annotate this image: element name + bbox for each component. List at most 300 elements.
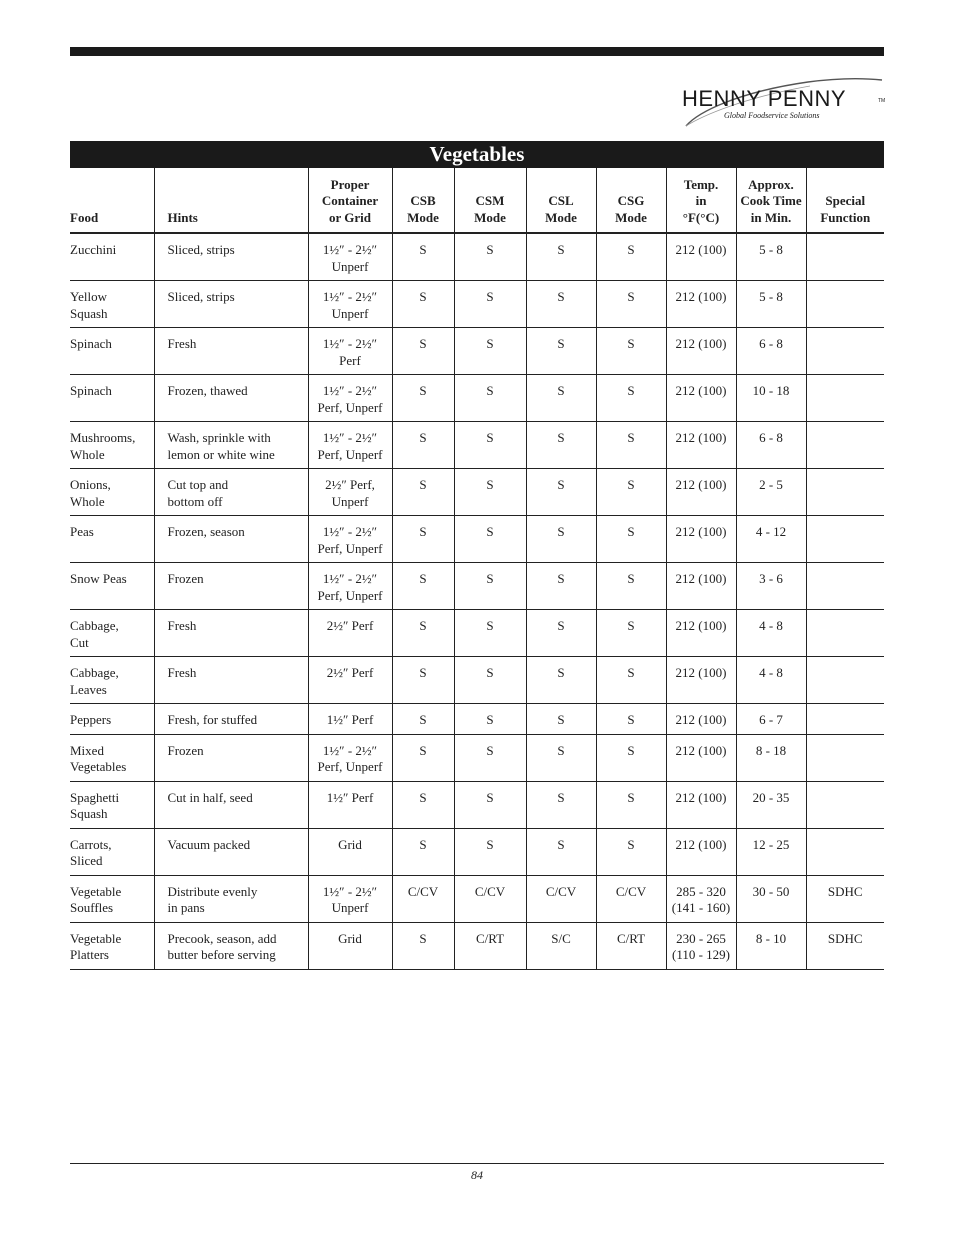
table-cell	[806, 375, 884, 422]
table-cell	[526, 422, 596, 469]
table-cell	[70, 781, 154, 828]
table-cell	[806, 563, 884, 610]
table-cell	[526, 469, 596, 516]
table-cell	[736, 922, 806, 969]
table-cell-text: Vegetable Platters	[70, 930, 122, 962]
table-cell	[308, 657, 392, 704]
table-cell-text: S	[486, 477, 494, 492]
table-cell-text: 4 - 8	[759, 665, 783, 680]
table-cell-text: 212 (100)	[675, 789, 727, 805]
table-cell	[666, 657, 736, 704]
table-cell	[70, 422, 154, 469]
table-cell	[666, 469, 736, 516]
table-cell	[392, 281, 454, 328]
table-cell-text: S	[557, 712, 565, 727]
table-cell-text: 1½″ Perf	[326, 789, 374, 805]
table-cell-text: 212 (100)	[675, 477, 727, 492]
table-cell	[596, 922, 666, 969]
table-cell-text: S	[419, 571, 427, 586]
table-cell-text: C/CV	[615, 883, 647, 899]
table-cell-text: S/C	[551, 930, 571, 946]
table-cell	[392, 422, 454, 469]
table-cell	[526, 563, 596, 610]
column-header	[154, 168, 308, 233]
table-cell-text: C/RT	[475, 930, 505, 946]
table-cell	[392, 875, 454, 922]
table-cell-text: Precook, season, add butter before serving	[167, 930, 277, 962]
table-cell	[736, 734, 806, 781]
table-cell	[392, 828, 454, 875]
table-cell	[70, 375, 154, 422]
table-cell-text: S	[627, 336, 635, 351]
table-cell	[596, 516, 666, 563]
table-cell-text: Cabbage, Leaves	[70, 665, 119, 697]
table-cell	[526, 922, 596, 969]
table-cell-text: S	[486, 836, 494, 852]
table-cell-text: S	[486, 336, 494, 351]
table-cell	[806, 704, 884, 735]
table-cell-text: S	[627, 789, 635, 805]
table-cell	[526, 281, 596, 328]
table-cell-text: 1½″ Perf	[326, 712, 374, 727]
column-header	[526, 168, 596, 233]
table-cell	[806, 233, 884, 281]
table-cell	[308, 610, 392, 657]
table-cell-text: S	[486, 524, 494, 539]
table-cell	[806, 922, 884, 969]
table-cell	[70, 734, 154, 781]
table-cell	[666, 828, 736, 875]
table-cell	[154, 375, 308, 422]
table-cell-text: Spinach	[70, 336, 112, 351]
table-cell	[736, 516, 806, 563]
table-cell	[308, 922, 392, 969]
table-cell-text: S	[486, 289, 494, 304]
table-cell	[154, 781, 308, 828]
table-cell-text: S	[557, 430, 565, 445]
footer-rule	[70, 1163, 884, 1164]
table-cell-text: 1½″ - 2½″ Perf, Unperf	[317, 430, 383, 462]
table-cell-text: S	[419, 618, 427, 633]
table-cell-text: Mushrooms, Whole	[70, 430, 136, 462]
table-cell-text: 212 (100)	[675, 665, 727, 680]
table-cell-text: S	[419, 836, 427, 852]
table-cell	[596, 734, 666, 781]
table-cell-text: S	[419, 524, 427, 539]
table-cell	[736, 422, 806, 469]
table-cell-text: S	[557, 289, 565, 304]
table-row	[70, 704, 884, 735]
table-cell	[392, 516, 454, 563]
table-cell	[154, 875, 308, 922]
table-cell-text: Fresh, for stuffed	[167, 712, 258, 727]
table-cell	[454, 922, 526, 969]
table-cell	[454, 875, 526, 922]
top-rule	[70, 47, 884, 56]
table-cell-text: C/CV	[474, 883, 506, 899]
table-cell	[308, 875, 392, 922]
table-cell	[392, 233, 454, 281]
table-cell	[666, 281, 736, 328]
table-cell-text: 4 - 8	[759, 618, 783, 633]
table-cell-text: S	[627, 477, 635, 492]
table-cell-text: 2½″ Perf	[326, 665, 374, 680]
table-cell	[154, 734, 308, 781]
table-cell-text: 212 (100)	[675, 336, 727, 351]
table-cell	[806, 422, 884, 469]
table-cell-text: S	[557, 618, 565, 633]
table-cell	[392, 563, 454, 610]
table-cell	[70, 704, 154, 735]
table-cell-text: Grid	[338, 836, 362, 852]
column-header	[392, 168, 454, 233]
column-header	[454, 168, 526, 233]
table-cell	[392, 375, 454, 422]
table-cell-text: 1½″ - 2½″ Perf	[322, 336, 378, 368]
table-cell-text: S	[419, 712, 427, 727]
table-cell-text: S	[557, 242, 565, 257]
table-cell	[736, 281, 806, 328]
table-cell-text: S	[627, 289, 635, 304]
table-cell	[392, 469, 454, 516]
table-cell-text: 1½″ - 2½″ Perf, Unperf	[317, 524, 383, 556]
table-cell-text: Spaghetti Squash	[70, 789, 120, 821]
table-cell-text: 1½″ - 2½″ Perf, Unperf	[317, 571, 383, 603]
table-cell	[666, 781, 736, 828]
table-cell-text: Wash, sprinkle with lemon or white wine	[167, 430, 275, 462]
table-cell	[526, 516, 596, 563]
table-cell	[806, 469, 884, 516]
table-cell	[666, 875, 736, 922]
table-cell-text: S	[419, 289, 427, 304]
table-cell	[392, 922, 454, 969]
table-cell-text: Mixed Vegetables	[70, 742, 127, 774]
table-cell	[70, 281, 154, 328]
table-cell	[154, 563, 308, 610]
table-cell	[736, 610, 806, 657]
column-header-label: Temp. in °F(°C)	[682, 176, 720, 225]
table-cell-text: Spinach	[70, 383, 112, 398]
table-row	[70, 657, 884, 704]
table-cell	[736, 828, 806, 875]
table-cell	[596, 563, 666, 610]
table-cell	[596, 828, 666, 875]
table-cell	[666, 375, 736, 422]
table-cell-text: Snow Peas	[70, 571, 127, 586]
table-cell-text: SDHC	[827, 883, 863, 899]
table-cell-text: 1½″ - 2½″ Perf, Unperf	[317, 383, 383, 415]
table-cell	[736, 328, 806, 375]
table-cell	[70, 328, 154, 375]
table-cell	[308, 469, 392, 516]
table-cell	[526, 657, 596, 704]
table-cell-text: Grid	[338, 930, 362, 946]
table-cell-text: 212 (100)	[675, 289, 727, 304]
column-header-label: Food	[70, 209, 99, 225]
table-cell-text: 6 - 8	[759, 336, 783, 351]
column-header	[308, 168, 392, 233]
table-cell-text: 212 (100)	[675, 571, 727, 586]
table-cell-text: Fresh	[167, 665, 197, 680]
table-cell	[454, 328, 526, 375]
table-cell-text: Peas	[70, 524, 94, 539]
table-cell-text: S	[627, 383, 635, 398]
table-cell	[454, 422, 526, 469]
table-cell	[70, 469, 154, 516]
table-cell-text: S	[486, 665, 494, 680]
table-cell-text: S	[419, 383, 427, 398]
table-cell	[596, 657, 666, 704]
table-cell-text: 212 (100)	[675, 242, 727, 257]
table-cell	[596, 328, 666, 375]
table-cell	[154, 610, 308, 657]
table-cell	[526, 610, 596, 657]
column-header-label: CSL Mode	[545, 193, 577, 225]
table-cell-text: 212 (100)	[675, 430, 727, 445]
table-row	[70, 516, 884, 563]
table-cell	[308, 281, 392, 328]
table-cell	[308, 328, 392, 375]
table-cell-text: Cabbage, Cut	[70, 618, 119, 650]
table-cell	[596, 469, 666, 516]
table-cell-text: S	[557, 477, 565, 492]
table-cell	[526, 704, 596, 735]
table-cell-text: S	[627, 571, 635, 586]
table-cell	[666, 563, 736, 610]
table-cell	[308, 563, 392, 610]
table-cell	[806, 781, 884, 828]
table-cell-text: S	[486, 618, 494, 633]
table-cell	[736, 657, 806, 704]
table-cell	[596, 875, 666, 922]
table-cell	[392, 328, 454, 375]
table-cell-text: Distribute evenly in pans	[167, 883, 258, 915]
table-cell-text: Yellow Squash	[70, 289, 108, 321]
table-cell-text: 2½″ Perf	[326, 618, 374, 633]
table-cell-text: S	[557, 336, 565, 351]
table-cell-text: S	[486, 571, 494, 586]
table-cell	[806, 516, 884, 563]
table-cell	[308, 422, 392, 469]
table-cell	[454, 469, 526, 516]
table-cell-text: Vacuum packed	[167, 836, 251, 852]
table-cell	[526, 233, 596, 281]
table-cell	[596, 233, 666, 281]
table-cell	[392, 734, 454, 781]
table-cell-text: S	[419, 430, 427, 445]
table-cell-text: 212 (100)	[675, 618, 727, 633]
table-cell	[392, 704, 454, 735]
table-cell	[806, 875, 884, 922]
table-cell	[70, 657, 154, 704]
table-row	[70, 422, 884, 469]
column-header	[70, 168, 154, 233]
table-cell-text: 30 - 50	[752, 883, 790, 899]
table-cell-text: Peppers	[70, 712, 112, 727]
table-cell-text: S	[557, 665, 565, 680]
table-cell	[806, 828, 884, 875]
table-cell-text: 212 (100)	[675, 836, 727, 852]
column-header-label: Approx. Cook Time in Min.	[740, 176, 802, 225]
table-cell-text: S	[627, 665, 635, 680]
table-cell-text: S	[627, 430, 635, 445]
column-header-label: CSB Mode	[407, 193, 439, 225]
table-cell	[596, 375, 666, 422]
table-cell	[154, 281, 308, 328]
table-cell-text: Carrots, Sliced	[70, 836, 112, 868]
table-cell-text: S	[557, 571, 565, 586]
table-cell	[526, 375, 596, 422]
column-header-label: Special Function	[820, 193, 871, 225]
table-cell	[736, 875, 806, 922]
column-header	[736, 168, 806, 233]
table-cell	[454, 563, 526, 610]
table-row	[70, 781, 884, 828]
table-cell-text: S	[419, 789, 427, 805]
column-header-label: CSM Mode	[474, 193, 506, 225]
table-cell	[736, 233, 806, 281]
table-cell	[596, 422, 666, 469]
table-cell	[308, 734, 392, 781]
table-cell-text: S	[627, 242, 635, 257]
table-row	[70, 281, 884, 328]
table-cell-text: S	[486, 712, 494, 727]
table-cell-text: Cut in half, seed	[167, 789, 253, 805]
table-cell-text: SDHC	[827, 930, 863, 946]
table-cell-text: S	[419, 242, 427, 257]
table-row	[70, 563, 884, 610]
table-cell-text: 12 - 25	[752, 836, 790, 852]
table-cell	[454, 610, 526, 657]
table-cell-text: S	[557, 789, 565, 805]
table-cell	[154, 922, 308, 969]
table-cell	[308, 233, 392, 281]
table-cell	[666, 734, 736, 781]
table-cell-text: 4 - 12	[755, 524, 787, 539]
table-cell-text: Frozen	[167, 571, 204, 586]
column-header-label: Hints	[167, 209, 198, 225]
table-cell-text: 8 - 18	[755, 742, 787, 758]
table-cell	[454, 516, 526, 563]
table-cell-text: 5 - 8	[759, 242, 783, 257]
table-row	[70, 610, 884, 657]
table-cell	[596, 281, 666, 328]
table-body	[70, 233, 884, 969]
column-header	[596, 168, 666, 233]
table-cell-text: C/RT	[616, 930, 646, 946]
table-cell	[666, 233, 736, 281]
table-cell	[454, 657, 526, 704]
table-cell-text: Zucchini	[70, 242, 117, 257]
column-header-label: CSG Mode	[615, 193, 647, 225]
table-cell-text: 212 (100)	[675, 383, 727, 398]
table-cell-text: S	[627, 524, 635, 539]
table-cell	[454, 704, 526, 735]
page-number: 84	[471, 1168, 483, 1182]
table-cell	[666, 922, 736, 969]
vegetables-table	[70, 168, 884, 970]
table-cell	[154, 328, 308, 375]
table-row	[70, 375, 884, 422]
table-cell-text: Sliced, strips	[167, 242, 235, 257]
table-cell-text: Frozen	[167, 742, 204, 758]
table-cell-text: 1½″ - 2½″ Unperf	[322, 242, 378, 274]
table-cell-text: S	[557, 524, 565, 539]
table-cell-text: S	[557, 836, 565, 852]
table-cell-text: 8 - 10	[755, 930, 787, 946]
table-cell-text: Frozen, season	[167, 524, 245, 539]
table-cell	[454, 233, 526, 281]
table-cell	[308, 375, 392, 422]
table-cell	[70, 610, 154, 657]
table-row	[70, 922, 884, 969]
table-cell	[666, 328, 736, 375]
table-cell	[736, 469, 806, 516]
table-cell-text: 230 - 265 (110 - 129)	[671, 930, 730, 962]
table-cell	[70, 828, 154, 875]
table-cell-text: S	[486, 789, 494, 805]
table-header-row	[70, 168, 884, 233]
table-cell	[736, 563, 806, 610]
table-cell	[596, 610, 666, 657]
table-cell-text: S	[419, 930, 427, 946]
table-cell	[806, 734, 884, 781]
table-cell	[596, 781, 666, 828]
table-cell-text: Frozen, thawed	[167, 383, 248, 398]
table-cell	[596, 704, 666, 735]
table-cell	[154, 828, 308, 875]
table-cell	[154, 422, 308, 469]
table-cell	[70, 233, 154, 281]
table-cell-text: 1½″ - 2½″ Perf, Unperf	[317, 742, 383, 774]
table-cell	[806, 610, 884, 657]
table-cell	[526, 734, 596, 781]
table-cell	[806, 657, 884, 704]
table-row	[70, 828, 884, 875]
table-cell	[666, 422, 736, 469]
table-cell-text: S	[419, 477, 427, 492]
table-cell-text: 212 (100)	[675, 712, 727, 727]
table-cell-text: Sliced, strips	[167, 289, 235, 304]
table-cell-text: 6 - 7	[759, 712, 783, 727]
table-cell	[392, 657, 454, 704]
table-cell-text: 6 - 8	[759, 430, 783, 445]
table-cell-text: 285 - 320 (141 - 160)	[671, 883, 731, 915]
table-cell	[308, 781, 392, 828]
logo-trademark: TM	[878, 98, 886, 104]
table-cell	[526, 875, 596, 922]
table-cell	[154, 469, 308, 516]
table-cell-text: Vegetable Souffles	[70, 883, 122, 915]
table-cell	[70, 563, 154, 610]
table-cell	[454, 828, 526, 875]
table-cell-text: 2 - 5	[759, 477, 783, 492]
table-cell-text: 1½″ - 2½″ Unperf	[322, 289, 378, 321]
table-cell-text: S	[486, 742, 494, 758]
table-cell	[454, 734, 526, 781]
table-cell	[454, 281, 526, 328]
table-cell	[526, 828, 596, 875]
table-cell-text: 212 (100)	[675, 742, 727, 758]
table-cell-text: 5 - 8	[759, 289, 783, 304]
table-cell-text: S	[419, 665, 427, 680]
henny-penny-logo	[678, 76, 888, 130]
table-cell	[666, 610, 736, 657]
table-cell	[736, 704, 806, 735]
table-cell	[392, 610, 454, 657]
table-cell	[736, 375, 806, 422]
table-cell	[806, 328, 884, 375]
